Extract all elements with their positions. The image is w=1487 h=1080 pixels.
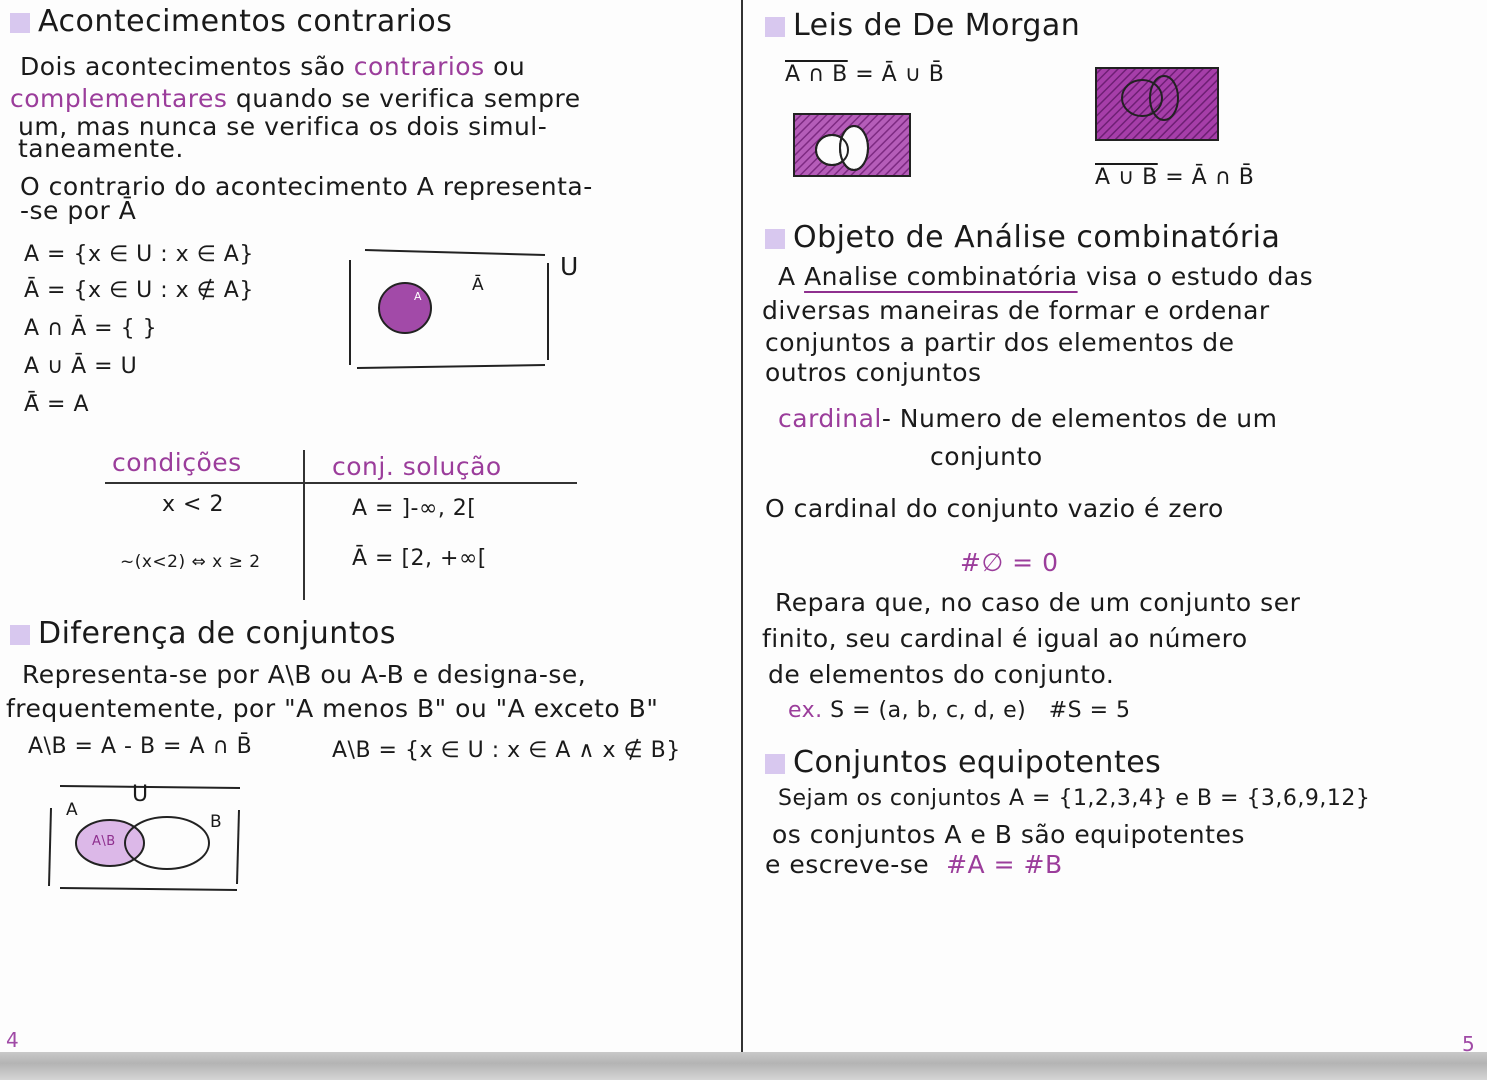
paragraph-line: taneamente. — [18, 134, 184, 163]
page-number: 5 — [1462, 1032, 1475, 1056]
paragraph-line: os conjuntos A e B são equipotentes — [772, 820, 1245, 849]
paragraph-line: finito, seu cardinal é igual ao número — [762, 624, 1248, 653]
paragraph-line: complementares quando se verifica sempre — [10, 84, 581, 113]
complement-venn-diagram — [345, 245, 595, 370]
formula: Ā = {x ∈ U : x ∉ A} — [24, 278, 254, 303]
de-morgan-law-1: A ∩ B = Ā ∪ B̄ — [785, 62, 945, 87]
paragraph-line: Dois acontecimentos são contrarios ou — [20, 52, 526, 81]
table-divider — [105, 482, 577, 484]
set-a-label: A — [66, 800, 79, 820]
table-header: condições — [112, 448, 242, 477]
bullet-icon — [10, 13, 30, 33]
table-header: conj. solução — [332, 452, 502, 481]
paragraph-line: diversas maneiras de formar e ordenar — [762, 296, 1270, 325]
empty-set-formula: #∅ = 0 — [960, 548, 1059, 577]
table-cell: Ā = [2, +∞[ — [352, 546, 487, 571]
formula: A ∪ Ā = U — [24, 354, 138, 379]
universe-label: U — [132, 782, 149, 807]
bullet-icon — [765, 229, 785, 249]
paragraph-line: de elementos do conjunto. — [768, 660, 1115, 689]
section-title-de-morgan: Leis de De Morgan — [765, 8, 1080, 43]
table-cell: ~(x<2) ⇔ x ≥ 2 — [120, 552, 261, 572]
paragraph-line: um, mas nunca se verifica os dois simul- — [18, 112, 548, 141]
set-b-label: B — [210, 812, 223, 832]
de-morgan-diagram-1 — [790, 108, 915, 183]
formula: A ∩ Ā = { } — [24, 316, 158, 341]
set-label: A — [414, 290, 423, 303]
paragraph-line: e escreve-se #A = #B — [765, 850, 1063, 879]
paragraph-line: conjuntos a partir dos elementos de — [765, 328, 1235, 357]
paragraph-line: -se por Ā — [20, 196, 137, 225]
paragraph-line: O contrario do acontecimento A representa- — [20, 172, 593, 201]
paragraph-line: outros conjuntos — [765, 358, 982, 387]
difference-label: A\B — [92, 834, 116, 849]
formula: A\B = {x ∈ U : x ∈ A ∧ x ∉ B} — [332, 738, 681, 763]
formula: Ā̄ = A — [24, 392, 90, 417]
table-cell: A = ]-∞, 2[ — [352, 496, 477, 521]
universe-label: U — [560, 252, 579, 281]
paragraph-line: Sejam os conjuntos A = {1,2,3,4} e B = {3,6,9,12} — [778, 786, 1371, 811]
de-morgan-diagram-2 — [1090, 62, 1220, 147]
formula: A\B = A - B = A ∩ B̄ — [28, 734, 253, 759]
paragraph-line: frequentemente, por "A menos B" ou "A exceto B" — [6, 694, 659, 723]
paragraph-line: O cardinal do conjunto vazio é zero — [765, 494, 1224, 523]
paragraph-line: A Analise combinatória visa o estudo das — [778, 262, 1314, 291]
bullet-icon — [765, 754, 785, 774]
section-title-diferenca: Diferença de conjuntos — [10, 616, 396, 651]
section-title-analise: Objeto de Análise combinatória — [765, 220, 1280, 255]
paragraph-line: conjunto — [930, 442, 1043, 471]
bullet-icon — [765, 17, 785, 37]
formula: A = {x ∈ U : x ∈ A} — [24, 242, 254, 267]
cardinal-definition: cardinal- Numero de elementos de um — [778, 404, 1278, 433]
section-title-equipotentes: Conjuntos equipotentes — [765, 745, 1161, 780]
bullet-icon — [10, 625, 30, 645]
paragraph-line: Representa-se por A\B ou A-B e designa-se, — [22, 660, 587, 689]
equipotent-formula: #A = #B — [946, 850, 1063, 879]
page-edge — [0, 1052, 1487, 1080]
page-number: 4 — [6, 1028, 19, 1052]
notebook-spine — [741, 0, 743, 1052]
complement-label: Ā — [472, 275, 485, 295]
table-cell: x < 2 — [162, 492, 224, 517]
example: ex. S = (a, b, c, d, e) #S = 5 — [788, 698, 1131, 723]
de-morgan-law-2: A ∪ B = Ā ∩ B̄ — [1095, 165, 1255, 190]
table-divider — [303, 450, 305, 600]
section-title-contrarios: Acontecimentos contrarios — [10, 4, 452, 39]
paragraph-line: Repara que, no caso de um conjunto ser — [775, 588, 1301, 617]
